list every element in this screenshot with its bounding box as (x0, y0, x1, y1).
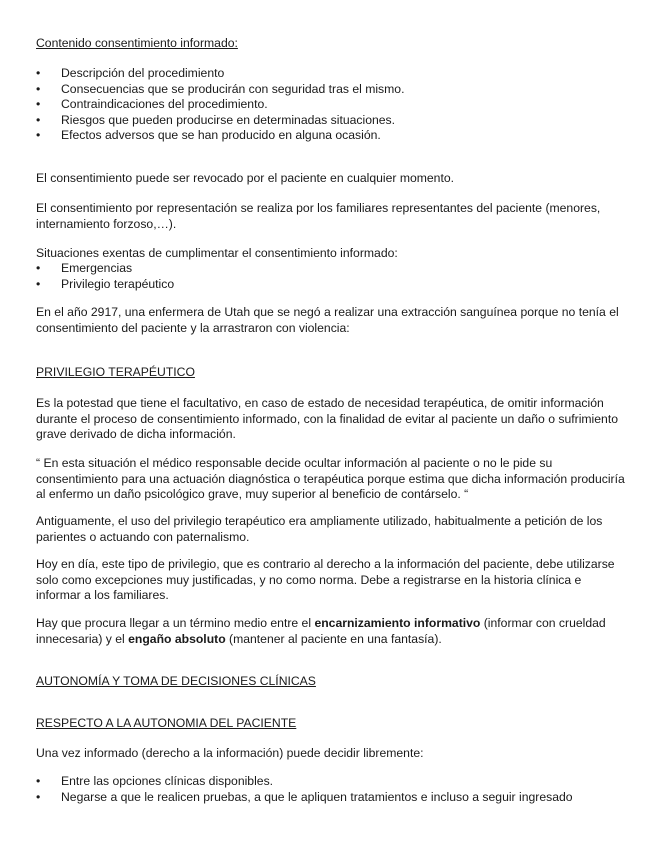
paragraph-informado: Una vez informado (derecho a la información) puede decidir libremente: (36, 746, 424, 760)
term-encarnizamiento: encarnizamiento informativo (314, 616, 481, 630)
list-item: • Privilegio terapéutico (36, 277, 626, 293)
decidir-list (36, 774, 626, 805)
heading-autonomia: AUTONOMÍA Y TOMA DE DECISIONES CLÍNICAS (36, 674, 316, 688)
list-item: • Consecuencias que se producirán con seguridad tras el mismo. (36, 82, 626, 98)
paragraph-termino (36, 616, 626, 647)
term-engano: engaño absoluto (128, 631, 226, 646)
list-item: • Riesgos que pueden producirse en determinadas situaciones. (36, 113, 626, 129)
paragraph-antiguamente: Antiguamente, el uso del privilegio terapéutico era ampliamente utilizado, habitualmente a petición de los parientes o actuando con paternalismo. (36, 514, 603, 544)
list-item: • Emergencias (36, 261, 626, 277)
list-item: • Negarse a que le realicen pruebas, a que le apliquen tratamientos e incluso a seguir ingresado (36, 790, 626, 806)
heading-respecto: RESPECTO A LA AUTONOMIA DEL PACIENTE (36, 716, 297, 730)
contenido-list (36, 66, 626, 144)
list-item: • Contraindicaciones del procedimiento. (36, 97, 626, 113)
paragraph-hoy: Hoy en día, este tipo de privilegio, que es contrario al derecho a la información del paciente, debe utilizarse solo como excepciones muy justificadas, y no como norma. Debe a registrarse en la historia clínica e informar a los familiares. (36, 557, 615, 603)
termino-post: (mantener al paciente en una fantasía). (225, 631, 442, 646)
heading-contenido: Contenido consentimiento informado: (36, 36, 238, 50)
list-item: • Descripción del procedimiento (36, 66, 626, 82)
list-item: • Entre las opciones clínicas disponibles. (36, 774, 626, 790)
paragraph-potestad: Es la potestad que tiene el facultativo, en caso de estado de necesidad terapéutica, de omitir información durante el proceso de consentimiento informado, con la finalidad de evitar al paciente un daño o sufrimiento grave derivado de dicha información. (36, 396, 618, 442)
termino-pre: Hay que procura llegar a un término medio entre el (36, 616, 315, 630)
list-item: • Efectos adversos que se han producido en alguna ocasión. (36, 128, 626, 144)
heading-privilegio: PRIVILEGIO TERAPÉUTICO (36, 365, 195, 379)
paragraph-cita: “ En esta situación el médico responsable decide ocultar información al paciente o no le pide su consentimiento para una actuación diagnóstica o terapéutica porque estima que dicha información produciría al enfermo un daño psicológico grave, muy superior al beneficio de contárselo. “ (36, 456, 625, 502)
exentas-list (36, 261, 626, 292)
termino-mid: (informar con crueldad innecesaria) y el (36, 616, 606, 646)
paragraph-exentas: Situaciones exentas de cumplimentar el consentimiento informado: (36, 246, 398, 260)
paragraph-revocado: El consentimiento puede ser revocado por el paciente en cualquier momento. (36, 171, 455, 185)
paragraph-utah: En el año 2917, una enfermera de Utah que se negó a realizar una extracción sanguínea porque no tenía el consentimiento del paciente y la arrastraron con violencia: (36, 305, 619, 335)
paragraph-representacion: El consentimiento por representación se realiza por los familiares representantes del paciente (menores, internamiento forzoso,…). (36, 201, 601, 231)
